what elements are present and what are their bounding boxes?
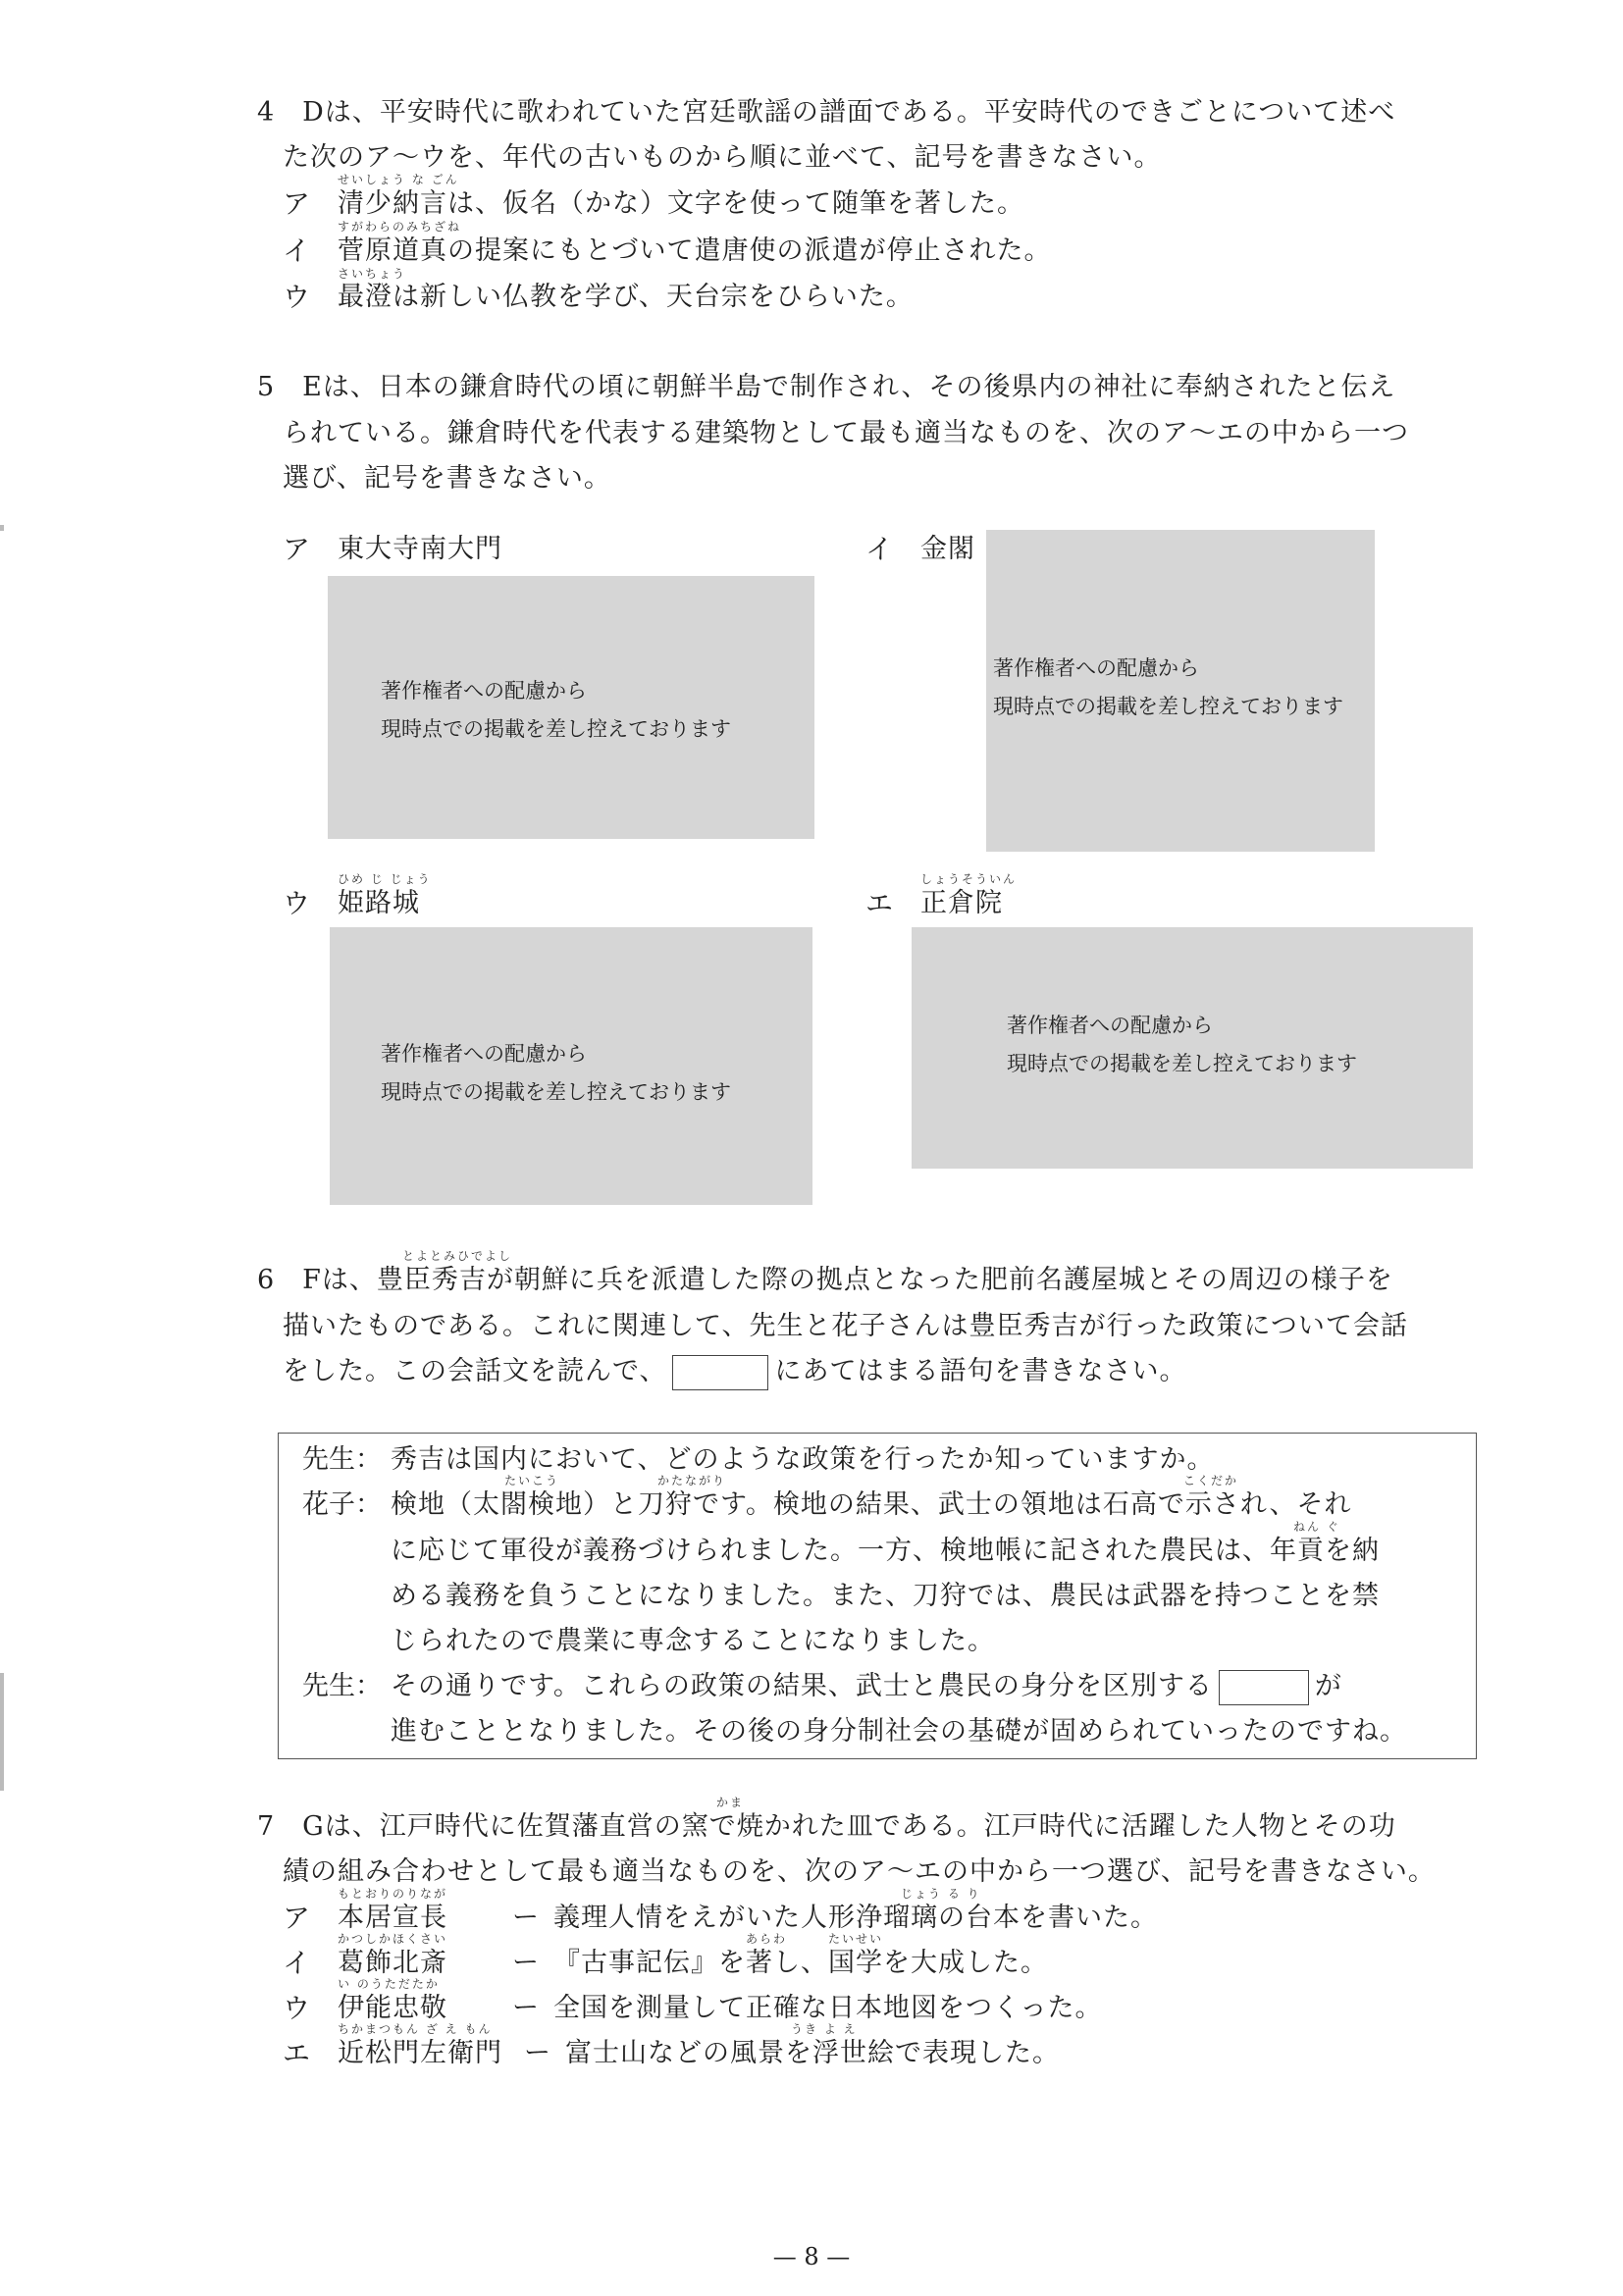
q7-option-e-person: 近松門左衛門	[338, 2038, 502, 2068]
q4-ruby-a: せいしょう な ごん	[338, 173, 459, 186]
placeholder-text-1: 著作権者への配慮から	[993, 656, 1199, 680]
page-number: — 8 —	[772, 2243, 851, 2270]
ruby-nengu: ねん ぐ	[1293, 1520, 1340, 1534]
ruby-kokudaka: こくだか	[1183, 1474, 1239, 1487]
q5-ruby-u: ひめ じ じょう	[338, 872, 432, 886]
q7-option-a-work: 義理人情をえがいた人形浄瑠璃の台本を書いた。	[553, 1903, 1158, 1933]
q7-option-u-dash: ー	[512, 1993, 540, 2023]
speaker-teacher: 先生：	[302, 1444, 382, 1475]
placeholder-text-1: 著作権者への配慮から	[1007, 1014, 1213, 1037]
q7-ruby-i: かつしかほくさい	[338, 1932, 448, 1946]
q6-line-3	[283, 1354, 1186, 1390]
q7-option-e-dash: ー	[524, 2038, 551, 2068]
placeholder-text-1: 著作権者への配慮から	[381, 1042, 587, 1066]
q7-ruby-u: い のうただたか	[338, 1977, 440, 1991]
q7-work-ruby-i: あらわ たいせい	[746, 1932, 884, 1946]
q5-choice-a-name: 東大寺南大門	[338, 534, 502, 564]
dialog-line-7: 進むこととなりました。その後の身分制社会の基礎が固められていったのですね。	[391, 1716, 1407, 1747]
q5-choice-a-label: ア	[283, 533, 311, 565]
q7-option-i-dash: ー	[512, 1948, 540, 1978]
q4-ruby-i: すがわらのみちざね	[338, 220, 462, 234]
answer-blank-box	[672, 1355, 768, 1390]
q5-line-3: 選び、記号を書きなさい。	[283, 463, 611, 494]
q7-option-i-label: イ	[283, 1947, 311, 1979]
ruby-taiko: たいこう	[504, 1474, 560, 1487]
image-placeholder-u	[330, 927, 812, 1205]
image-placeholder-i	[986, 530, 1375, 852]
q7-work-ruby-a: じょう る り	[901, 1887, 981, 1901]
ruby-katanagari: かたながり	[657, 1474, 727, 1487]
q6-line-2: 描いたものである。これに関連して、先生と花子さんは豊臣秀吉が行った政策について会話	[283, 1311, 1408, 1341]
q7-ruby-a: もとおりのりなが	[338, 1887, 448, 1901]
dialog-line-6	[391, 1669, 1342, 1705]
q5-choice-i-name: 金閣	[920, 534, 975, 564]
q7-option-e-work: 富士山などの風景を浮世絵で表現した。	[565, 2038, 1060, 2068]
q5-choice-u-label: ウ	[283, 887, 311, 919]
dialog-line-3: に応じて軍役が義務づけられました。一方、検地帳に記された農民は、年貢を納	[391, 1536, 1380, 1566]
dialog-line-1: 秀吉は国内において、どのような政策を行ったか知っていますか。	[391, 1444, 1215, 1475]
q5-choice-i-label: イ	[865, 533, 894, 565]
dialog-line-2: 検地（太閤検地）と刀狩です。検地の結果、武士の領地は石高で示され、それ	[391, 1489, 1352, 1520]
q4-ruby-u: さいちょう	[338, 267, 407, 281]
q7-ruby-e: ちかまつもん ざ え もん	[338, 2022, 493, 2036]
placeholder-text-2: 現時点での掲載を差し控えております	[1007, 1052, 1357, 1075]
scan-mark	[0, 525, 4, 531]
placeholder-text-2: 現時点での掲載を差し控えております	[993, 695, 1343, 718]
image-placeholder-a	[328, 576, 814, 839]
dialog-line-5: じられたので農業に専念することになりました。	[391, 1626, 995, 1656]
q6-ruby-toyotomi: とよとみひでよし	[402, 1249, 513, 1263]
q7-option-u-person: 伊能忠敬	[338, 1993, 447, 2023]
q4-option-i-label: イ	[283, 235, 311, 267]
placeholder-text-2: 現時点での掲載を差し控えております	[381, 717, 731, 741]
image-placeholder-e	[912, 927, 1473, 1169]
q6-line-3-text: をした。この会話文を読んで、	[283, 1356, 667, 1386]
q5-line-2: られている。鎌倉時代を代表する建築物として最も適当なものを、次のア〜エの中から一つ	[283, 418, 1409, 448]
q7-ruby-kama: かま	[716, 1796, 745, 1809]
q7-line-1: 7 Gは、江戸時代に佐賀藩直営の窯で焼かれた皿である。江戸時代に活躍した人物とその功	[257, 1811, 1396, 1842]
q4-option-u: 最澄は新しい仏教を学び、天台宗をひらいた。	[338, 282, 914, 312]
dialog-line-6-text: その通りです。これらの政策の結果、武士と農民の身分を区別する	[391, 1671, 1213, 1701]
q7-option-i-person: 葛飾北斎	[338, 1948, 447, 1978]
q7-option-e-label: エ	[283, 2037, 311, 2069]
q7-option-a-label: ア	[283, 1902, 311, 1934]
q5-choice-e-name: 正倉院	[920, 888, 1003, 918]
q7-work-ruby-e: うき よ え	[791, 2022, 858, 2036]
q5-line-1: 5 Eは、日本の鎌倉時代の頃に朝鮮半島で制作され、その後県内の神社に奉納されたと伝え	[257, 372, 1396, 402]
placeholder-text-2: 現時点での掲載を差し控えております	[381, 1080, 731, 1104]
speaker-hanako: 花子：	[302, 1489, 382, 1520]
dialog-line-4: める義務を負うことになりました。また、刀狩では、農民は武器を持つことを禁	[391, 1581, 1380, 1611]
q4-option-a-label: ア	[283, 187, 311, 220]
q7-option-a-dash: ー	[512, 1903, 540, 1933]
q4-line-2: た次のア〜ウを、年代の古いものから順に並べて、記号を書きなさい。	[283, 142, 1162, 173]
q4-option-i: 菅原道真の提案にもとづいて遣唐使の派遣が停止された。	[338, 235, 1052, 266]
placeholder-text-1: 著作権者への配慮から	[381, 679, 587, 703]
dialog-line-6-tail: が	[1314, 1671, 1342, 1701]
scan-mark	[0, 1673, 4, 1791]
q7-option-u-work: 全国を測量して正確な日本地図をつくった。	[553, 1993, 1103, 2023]
q5-choice-u-name: 姫路城	[338, 888, 420, 918]
q4-option-u-label: ウ	[283, 281, 311, 313]
q4-line-1: 4 Dは、平安時代に歌われていた宮廷歌謡の譜面である。平安時代のできごとについて述べ	[257, 97, 1396, 128]
answer-blank-box	[1219, 1670, 1309, 1705]
q5-choice-e-label: エ	[865, 887, 894, 919]
q7-option-a-person: 本居宣長	[338, 1903, 447, 1933]
speaker-teacher: 先生：	[302, 1671, 382, 1701]
q5-ruby-e: しょうそういん	[920, 872, 1018, 886]
q7-line-2: 績の組み合わせとして最も適当なものを、次のア〜エの中から一つ選び、記号を書きなさい。	[283, 1856, 1436, 1887]
q6-line-3-tail: にあてはまる語句を書きなさい。	[774, 1356, 1187, 1386]
q6-line-1: 6 Fは、豊臣秀吉が朝鮮に兵を派遣した際の拠点となった肥前名護屋城とその周辺の様子を	[257, 1265, 1393, 1295]
q7-option-u-label: ウ	[283, 1992, 311, 2024]
q4-option-a: 清少納言は、仮名（かな）文字を使って随筆を著した。	[338, 188, 1024, 219]
q7-option-i-work: 『古事記伝』を著し、国学を大成した。	[553, 1948, 1048, 1978]
